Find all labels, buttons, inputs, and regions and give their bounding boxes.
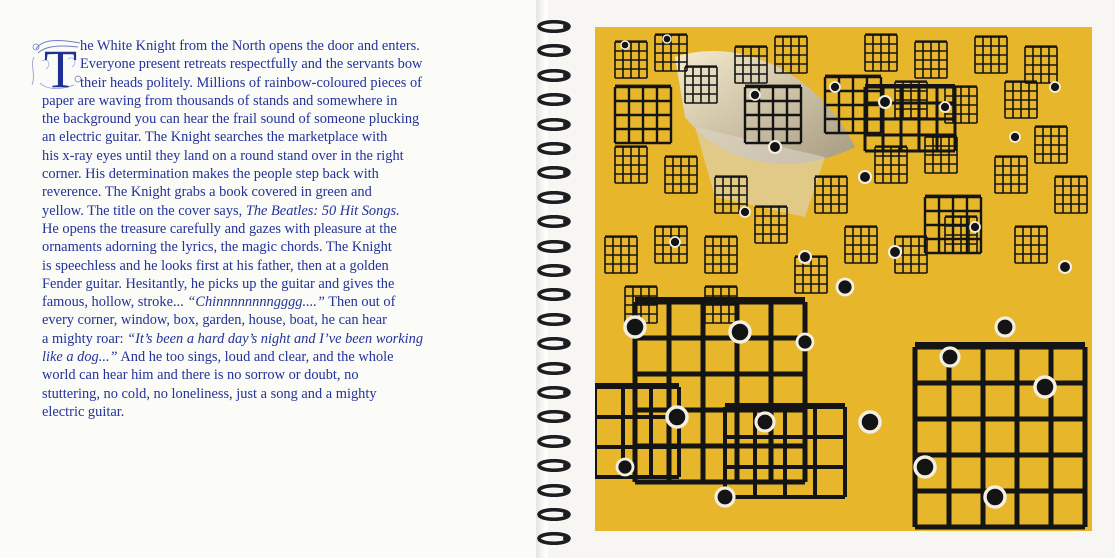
guitar-sound-italic: “Chinnnnnnnngggg....” [187,294,325,311]
binding-ring-icon [536,532,572,545]
text-line: corner. His determination makes the people step back with [42,166,379,183]
binding-ring-icon [536,44,572,57]
song-lyric-italic: “It’s been a hard day’s night and I’ve been working [127,330,424,347]
finger-dot-icon [663,35,671,43]
binding-ring-icon [536,191,572,204]
ornamental-dropcap [28,35,78,95]
binding-ring-icon [536,435,572,448]
binding-ring-icon [536,215,572,228]
chord-diagram-collage [595,27,1092,531]
finger-dot-icon [860,412,880,432]
text-line: their heads politely. Millions of rainbow-coloured pieces of [80,74,422,91]
book-title-italic: The Beatles: 50 Hit Songs. [245,202,400,219]
text-line [42,293,497,311]
binding-ring-icon [536,142,572,155]
finger-dot-icon [769,141,781,153]
finger-dot-icon [915,457,935,477]
finger-dot-icon [830,82,840,92]
binding-ring-icon [536,240,572,253]
binding-ring-icon [536,264,572,277]
finger-dot-icon [940,102,950,112]
finger-dot-icon [1050,82,1060,92]
finger-dot-icon [1035,377,1055,397]
binding-ring-icon [536,386,572,399]
binding-ring-icon [536,313,572,326]
finger-dot-icon [730,322,750,342]
binding-ring-icon [536,93,572,106]
finger-dot-icon [941,348,959,366]
finger-dot-icon [740,207,750,217]
finger-dot-icon [970,222,980,232]
finger-dot-icon [625,317,645,337]
binding-ring-icon [536,69,572,82]
spiral-binding [536,10,576,558]
text-line: He opens the treasure carefully and gazes with pleasure at the [42,220,397,237]
text-line: his x-ray eyes until they land on a round stand over in the right [42,147,404,164]
binding-ring-icon [536,166,572,179]
text-line: Fender guitar. Hesitantly, he picks up the guitar and gives the [42,275,395,292]
text-fragment: And he too sings, loud and clear, and the whole [117,349,394,366]
text-line: he White Knight from the North opens the door and enters. [80,38,420,54]
text-line: world can hear him and there is no sorrow or doubt, no [42,367,359,384]
binding-ring-icon [536,20,572,33]
text-line: every corner, window, box, garden, house, boat, he can hear [42,312,387,329]
finger-dot-icon [670,237,680,247]
text-line: ornaments adorning the lyrics, the magic chords. The Knight [42,239,392,256]
binding-ring-icon [536,118,572,131]
finger-dot-icon [996,318,1014,336]
finger-dot-icon [617,459,633,475]
text-fragment: famous, hollow, stroke... [42,294,188,311]
finger-dot-icon [667,407,687,427]
binding-ring-icon [536,484,572,497]
finger-dot-icon [756,413,774,431]
finger-dot-icon [985,487,1005,507]
svg-text:T: T [44,39,77,95]
text-line: the background you can hear the frail sound of someone plucking [42,111,420,128]
binding-ring-icon [536,362,572,375]
text-line [42,202,497,220]
finger-dot-icon [799,251,811,263]
binding-ring-icon [536,459,572,472]
binding-ring-icon [536,508,572,521]
text-line: is speechless and he looks first at his father, then at a golden [42,257,389,274]
text-line [42,330,497,348]
text-line: Everyone present retreats respectfully and the servants bow [80,56,423,73]
dropcap-flourish-icon [28,35,88,95]
text-line: paper are waving from thousands of stands and somewhere in [42,92,398,109]
text-line: stuttering, no cold, no loneliness, just a song and a mighty [42,385,377,402]
finger-dot-icon [1010,132,1020,142]
text-line: electric guitar. [42,403,125,420]
text-fragment: yellow. The title on the cover says, [42,202,246,219]
song-lyric-italic: like a dog...” [42,349,118,366]
text-fragment: a mighty roar: [42,330,128,347]
text-fragment: Then out of [324,294,396,311]
finger-dot-icon [621,41,629,49]
story-text [42,37,497,421]
text-line: reverence. The Knight grabs a book covered in green and [42,184,372,201]
text-line [42,348,497,366]
chord-collage-illustration [595,27,1092,531]
finger-dot-icon [750,90,760,100]
finger-dot-icon [879,96,891,108]
binding-ring-icon [536,410,572,423]
finger-dot-icon [797,334,813,350]
finger-dot-icon [1059,261,1071,273]
binding-ring-icon [536,288,572,301]
finger-dot-icon [837,279,853,295]
text-line: an electric guitar. The Knight searches the marketplace with [42,129,388,146]
finger-dot-icon [716,488,734,506]
binding-ring-icon [536,337,572,350]
finger-dot-icon [859,171,871,183]
finger-dot-icon [889,246,901,258]
